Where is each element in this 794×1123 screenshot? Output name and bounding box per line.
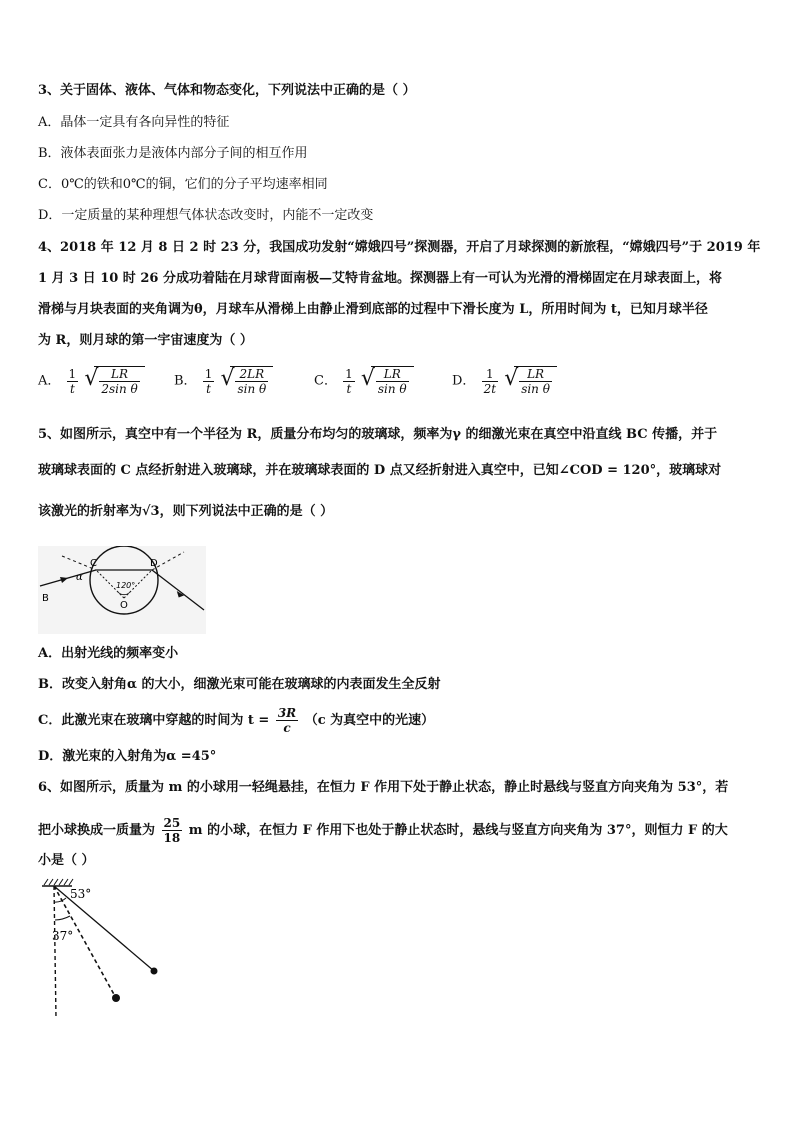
q3-option-c: C．0℃的铁和0℃的铜，它们的分子平均速率相同	[38, 177, 328, 192]
q5-option-c-fraction: $\frac{3R}{c}$	[277, 706, 297, 735]
q5-figure-angle-label: 120°	[116, 581, 136, 590]
q4-line-3: 滑梯与月块表面的夹角调为θ，月球车从滑梯上由静止滑到底部的过程中下滑长度为 L，所用时间为 t，已知月球半径	[38, 302, 708, 317]
q3-option-b: B．液体表面张力是液体内部分子间的相互作用	[38, 146, 308, 161]
q3-option-d: D．一定质量的某种理想气体状态改变时，内能不一定改变	[38, 208, 374, 223]
q4-option-a-coef: $\frac{1}{t}$	[68, 366, 77, 396]
q5-line-1: 5、如图所示，真空中有一个半径为 R，质量分布均匀的玻璃球，频率为γ 的细激光束在真空中沿直线 BC 传播，并于	[38, 427, 718, 442]
q4-option-d	[452, 366, 557, 396]
q5-option-c	[38, 706, 434, 735]
q6-figure-37-label: 37°	[52, 929, 74, 943]
q5-option-c-note: （c 为真空中的光速）	[304, 713, 435, 728]
q6-pendulum-figure	[36, 876, 176, 1022]
q6-line-2	[38, 816, 728, 845]
q5-figure-b-label: B	[42, 593, 49, 604]
q6-line-1: 6、如图所示，质量为 m 的小球用一轻绳悬挂，在恒力 F 作用下处于静止状态，静止时悬线与竖直方向夹角为 53°，若	[38, 780, 729, 795]
q4-option-c-radical: √ $\frac{LR}{\text{sin θ}}$	[361, 366, 414, 396]
q6-mass-fraction: $\frac{25}{18}$	[163, 816, 181, 845]
q4-option-c	[314, 366, 414, 396]
q4-option-d-radical: √ $\frac{LR}{\text{sin θ}}$	[504, 366, 557, 396]
q5-option-b: B．改变入射角α 的大小，细激光束可能在玻璃球的内表面发生全反射	[38, 677, 441, 692]
q4-option-b-label: B．	[174, 373, 197, 389]
q3-stem: 3、关于固体、液体、气体和物态变化，下列说法中正确的是（ ）	[38, 83, 416, 98]
q4-line-2: 1 月 3 日 10 时 26 分成功着陆在月球背面南极—艾特肯盆地。探测器上有一可认为光滑的滑梯固定在月球表面上，将	[38, 271, 722, 286]
q4-option-a	[38, 366, 145, 396]
q5-option-c-text: C．此激光束在玻璃中穿越的时间为 t =	[38, 713, 270, 728]
q4-option-a-radical: √ $\frac{LR}{\text{2sin θ}}$	[84, 366, 144, 396]
q4-option-d-label: D．	[452, 373, 476, 389]
q5-figure-d-label: D	[150, 558, 158, 569]
q5-figure-o-label: O	[120, 600, 128, 611]
q4-option-b-radical: √ $\frac{2LR}{\text{sin θ}}$	[220, 366, 273, 396]
q4-option-b-coef: $\frac{1}{t}$	[204, 366, 213, 396]
q4-option-d-coef: $\frac{1}{2t}$	[483, 366, 497, 396]
q6-line-2-text: 把小球换成一质量为	[38, 823, 156, 838]
q5-option-a: A．出射光线的频率变小	[38, 646, 179, 661]
q3-option-a: A．晶体一定具有各向异性的特征	[38, 115, 230, 130]
q5-figure-c-label: C	[90, 558, 97, 569]
q4-option-a-label: A．	[38, 373, 61, 389]
q4-option-c-label: C．	[314, 373, 337, 389]
q6-figure-53-label: 53°	[70, 887, 92, 901]
q5-glass-sphere-figure	[38, 546, 206, 634]
q5-figure-alpha-label: α	[76, 572, 83, 583]
q4-option-c-coef: $\frac{1}{t}$	[345, 366, 353, 396]
q6-line-3: 小是（ ）	[38, 853, 95, 868]
q5-line-2: 玻璃球表面的 C 点经折射进入玻璃球，并在玻璃球表面的 D 点又经折射进入真空中，已知∠COD = 120°，玻璃球对	[38, 463, 722, 478]
q4-line-1: 4、2018 年 12 月 8 日 2 时 23 分，我国成功发射“嫦娥四号”探测器，开启了月球探测的新旅程，“嫦娥四号”于 2019 年	[38, 240, 761, 255]
q4-option-b	[174, 366, 273, 396]
q5-line-3: 该激光的折射率为√3，则下列说法中正确的是（ ）	[38, 504, 334, 519]
q5-option-d: D．激光束的入射角为α =45°	[38, 749, 217, 764]
q4-line-4: 为 R，则月球的第一宇宙速度为（ ）	[38, 333, 253, 348]
q6-line-2-rest: m 的小球，在恒力 F 作用下也处于静止状态时，悬线与竖直方向夹角为 37°，则恒力 F 的大	[188, 823, 728, 838]
